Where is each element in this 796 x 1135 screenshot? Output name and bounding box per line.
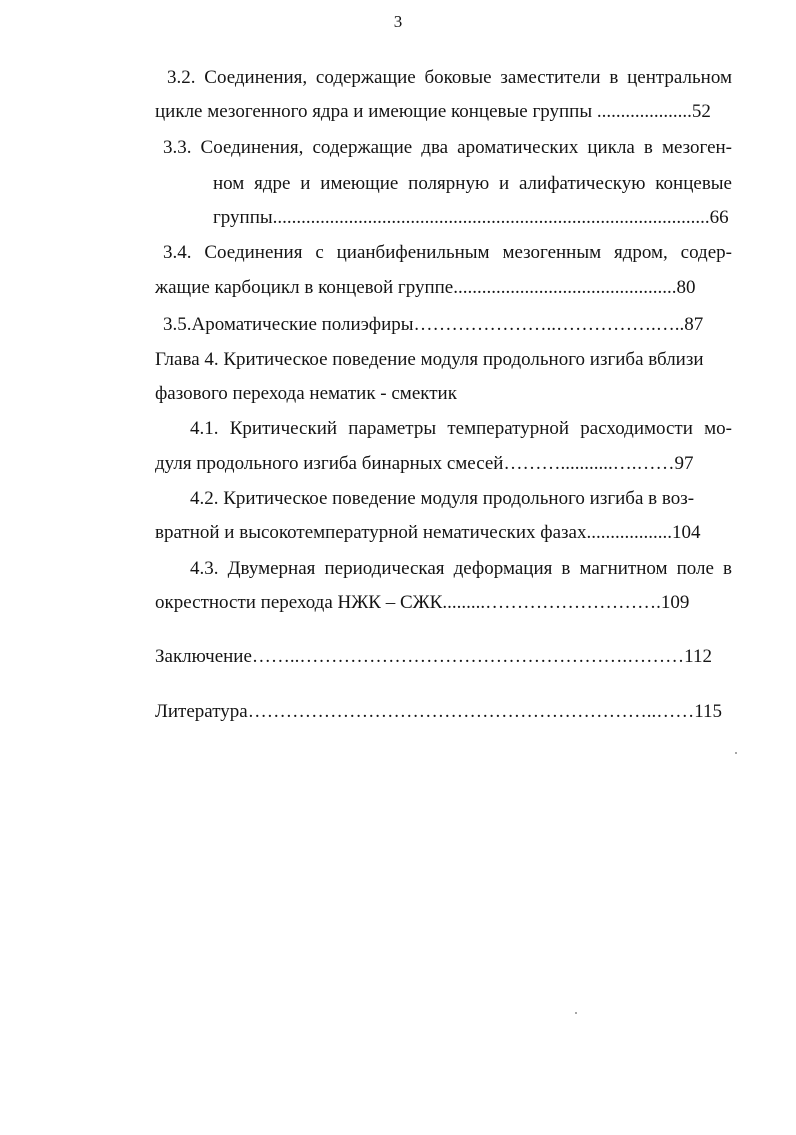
scan-speck	[575, 1012, 577, 1014]
toc-chapter-line: Глава 4. Критическое поведение модуля продольного изгиба вблизи	[155, 349, 704, 370]
toc-line: 4.1. Критический параметры температурной расходимости мо-	[190, 418, 732, 439]
toc-line: дуля продольного изгиба бинарных смесей………...........….……97	[155, 453, 694, 474]
toc-line: ном ядре и имеющие полярную и алифатическую концевые	[213, 173, 732, 194]
toc-line: жащие карбоцикл в концевой группе...............................................80	[155, 277, 696, 298]
toc-line: 3.5.Ароматические полиэфиры…………………..…………….…..87	[163, 314, 704, 335]
scan-speck	[735, 752, 737, 754]
toc-line: 4.2. Критическое поведение модуля продольного изгиба в воз-	[190, 488, 695, 509]
toc-line: вратной и высокотемпературной нематических фазах..................104	[155, 522, 701, 543]
toc-line: 4.3. Двумерная периодическая деформация в магнитном поле в	[190, 558, 732, 579]
toc-line: цикле мезогенного ядра и имеющие концевые группы ....................52	[155, 101, 711, 122]
toc-conclusion: Заключение……..…………………………………………….………112	[155, 646, 712, 667]
toc-line: окрестности перехода НЖК – СЖК.........……………………….109	[155, 592, 690, 613]
toc-line: группы............................................................................................66	[213, 207, 729, 228]
toc-chapter-line: фазового перехода нематик - смектик	[155, 383, 457, 404]
toc-line: 3.3. Соединения, содержащие два ароматических цикла в мезоген-	[163, 137, 732, 158]
toc-references: Литература………………………………………………………..……115	[155, 701, 723, 722]
toc-line: 3.2. Соединения, содержащие боковые заместители в центральном	[167, 67, 732, 88]
page-number: 3	[393, 12, 403, 31]
toc-line: 3.4. Соединения с цианбифенильным мезогенным ядром, содер-	[163, 242, 732, 263]
